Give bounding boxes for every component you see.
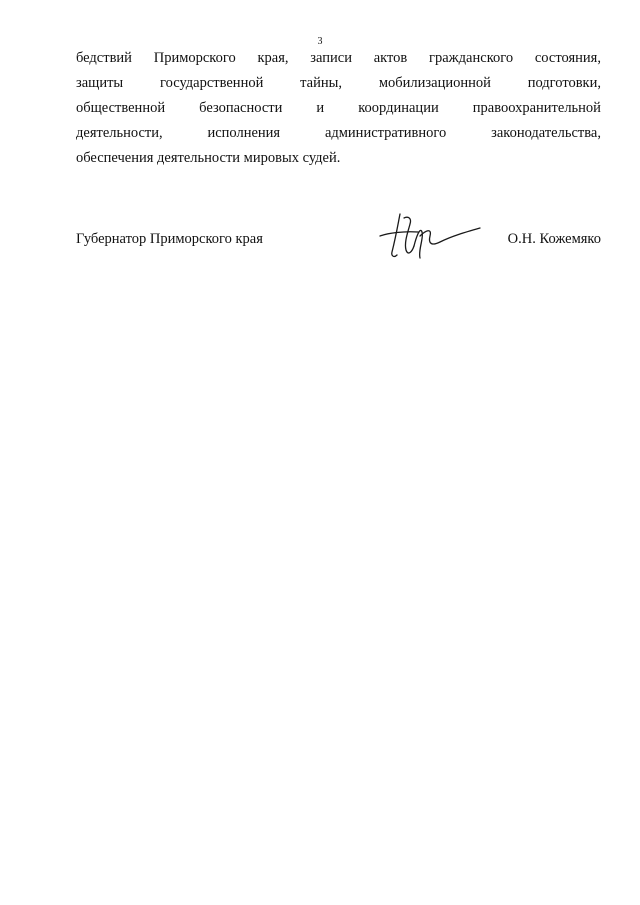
signer-position: Губернатор Приморского края — [76, 231, 263, 247]
word: и — [316, 100, 325, 116]
word: подготовки, — [527, 75, 601, 91]
word: края, — [257, 50, 289, 66]
signature-block — [76, 228, 601, 268]
word: исполнения — [207, 125, 281, 141]
word: координации — [358, 100, 439, 116]
page-number: 3 — [317, 36, 323, 47]
word: защиты — [76, 75, 124, 91]
word: тайны, — [300, 75, 343, 91]
text-line — [76, 46, 601, 71]
word: состояния, — [534, 50, 601, 66]
word: государственной — [160, 75, 264, 91]
handwritten-signature — [374, 206, 484, 264]
word: записи — [310, 50, 352, 66]
word: Приморского — [153, 50, 236, 66]
word: мобилизационной — [378, 75, 491, 91]
word: деятельности, — [76, 125, 163, 141]
word: безопасности — [199, 100, 283, 116]
word: законодательства, — [491, 125, 601, 141]
word: правоохранительной — [472, 100, 601, 116]
word: гражданского — [429, 50, 514, 66]
signer-name: О.Н. Кожемяко — [507, 231, 601, 247]
body-paragraph — [76, 46, 601, 171]
word: общественной — [76, 100, 166, 116]
text-line — [76, 71, 601, 96]
word: бедствий — [76, 50, 132, 66]
text-line — [76, 121, 601, 146]
text-line-last: обеспечения деятельности мировых судей. — [76, 150, 341, 166]
word: административного — [324, 125, 447, 141]
word: актов — [373, 50, 408, 66]
text-line — [76, 96, 601, 121]
